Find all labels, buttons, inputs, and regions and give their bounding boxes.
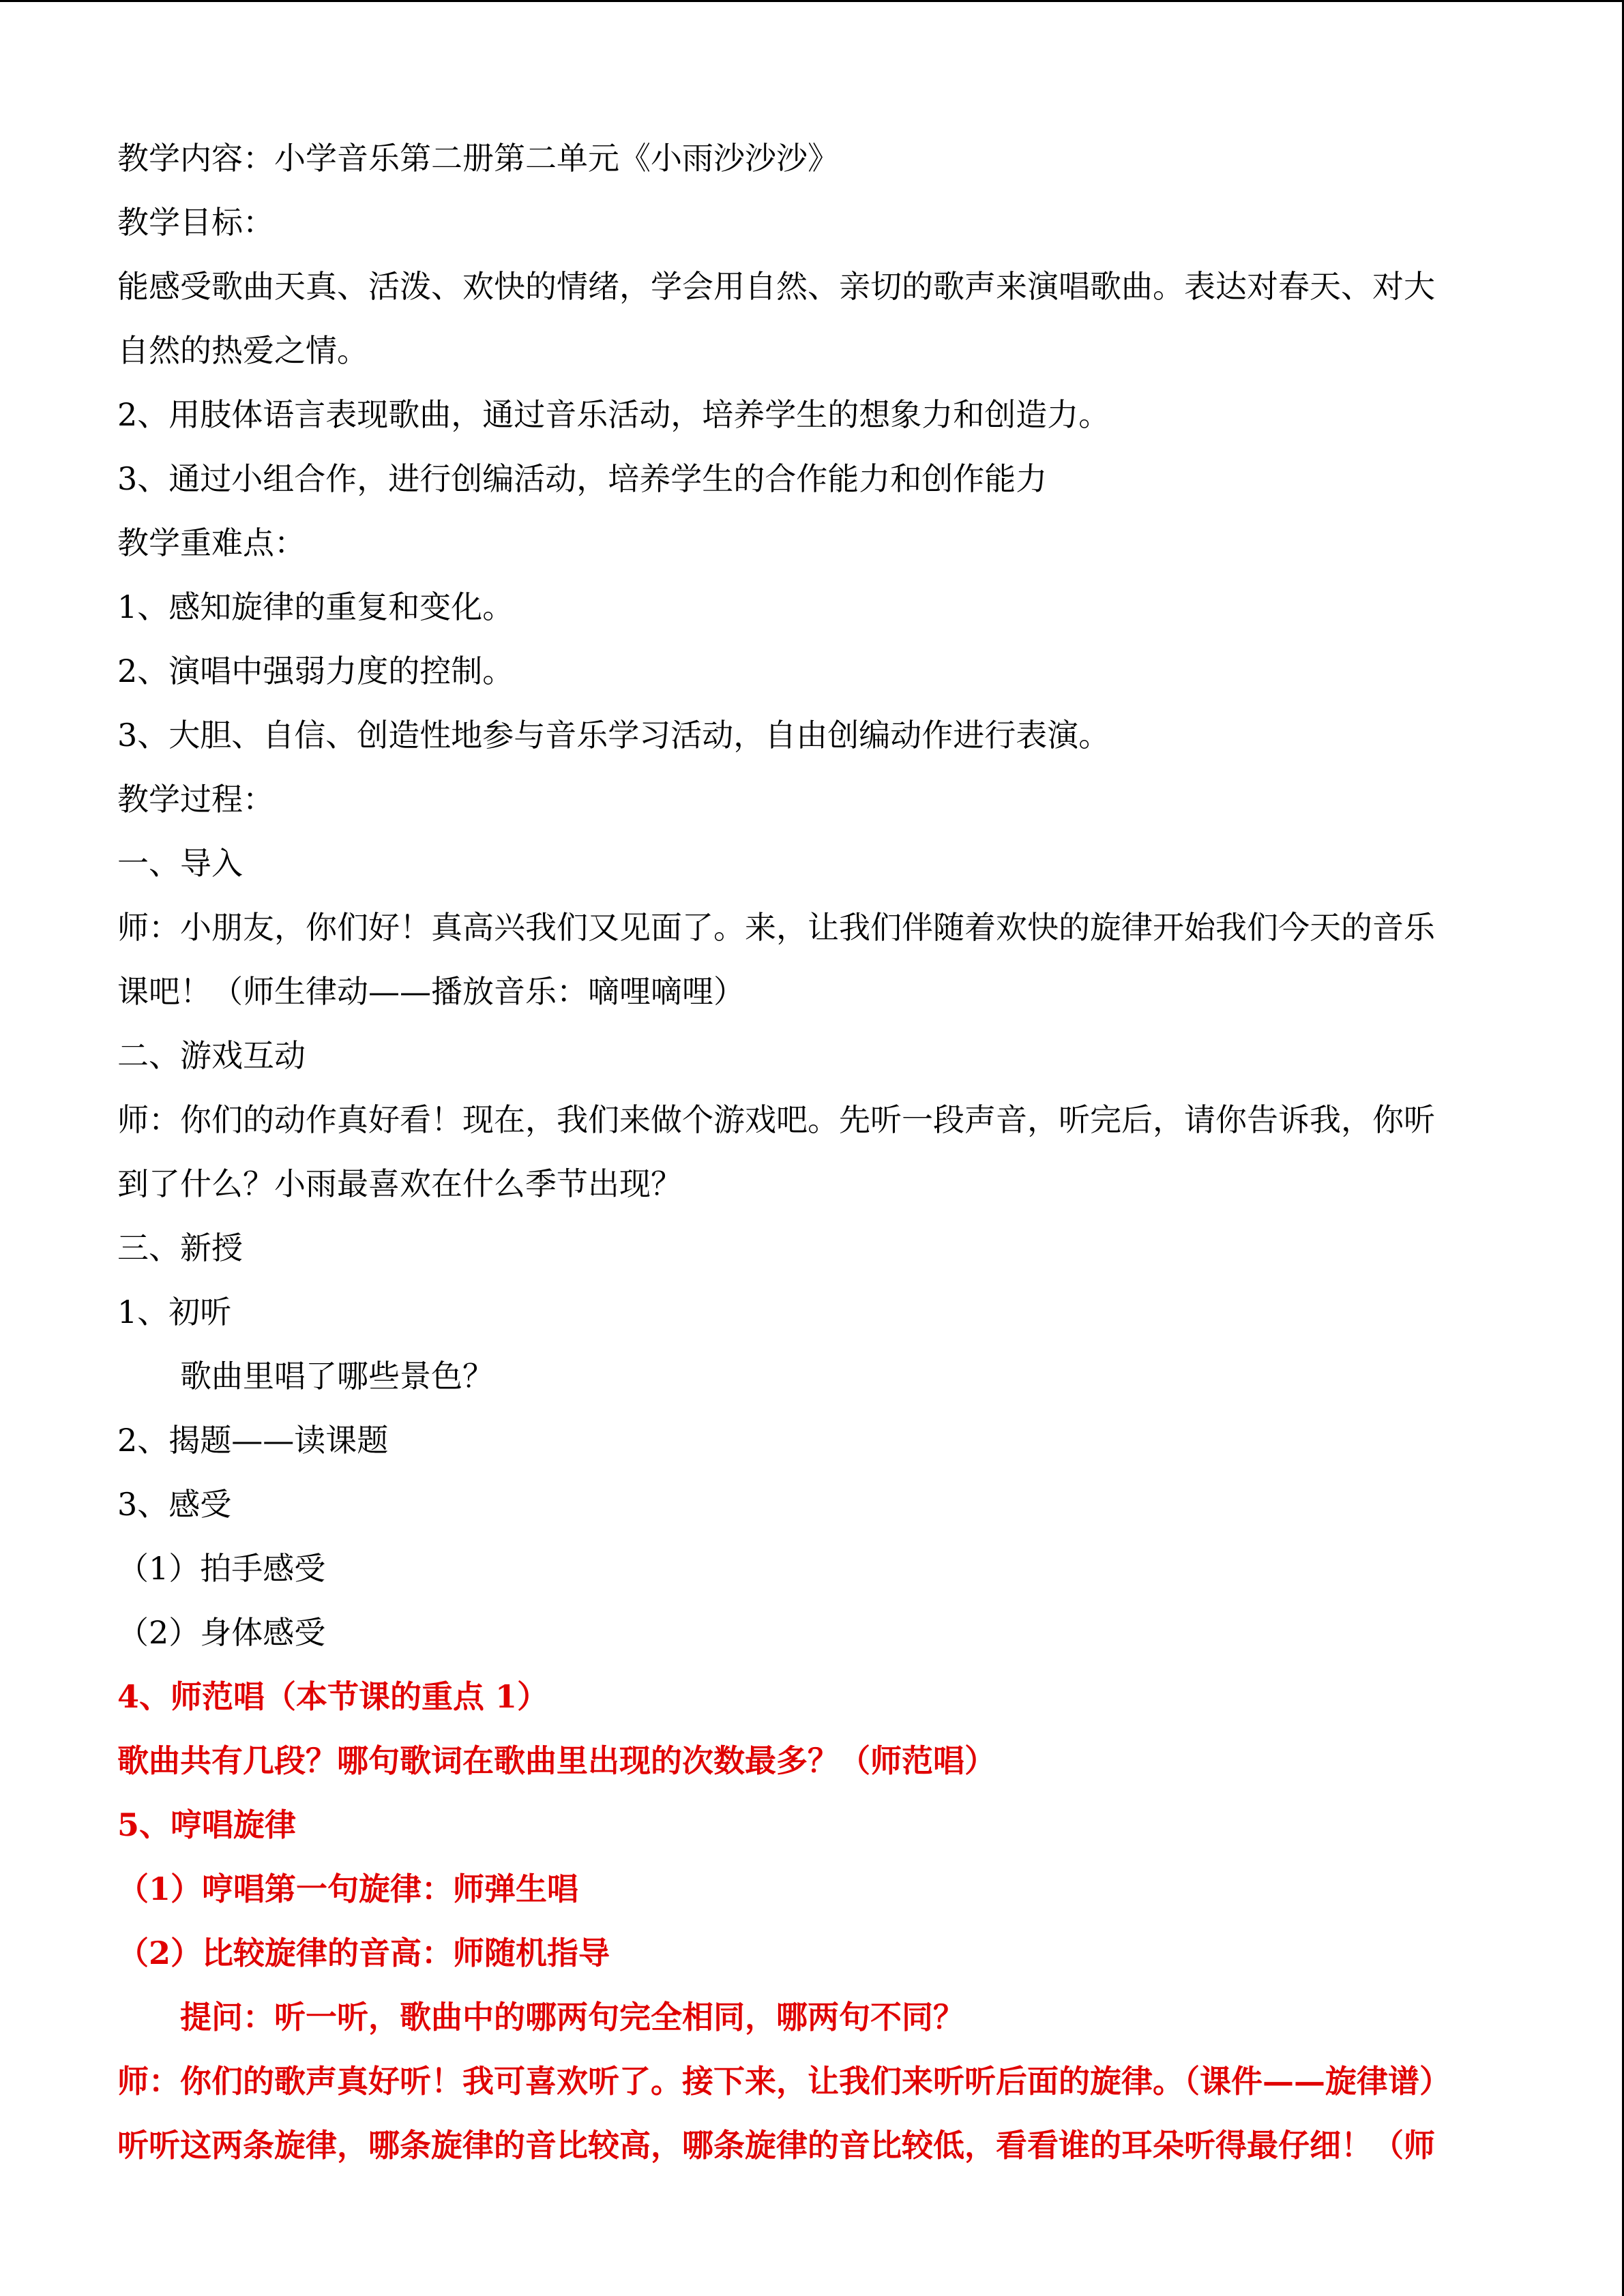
key-points-heading: 教学重难点： [117,524,306,561]
teacher-demo-question: 歌曲共有几段？哪句歌词在歌曲里出现的次数最多？（师范唱） [117,1742,996,1779]
process-heading: 教学过程： [117,781,274,818]
game-paragraph-line-a: 师：你们的动作真好看！现在，我们来做个游戏吧。先听一段声音，听完后，请你告诉我，你听 [117,1101,1435,1138]
feel-clap: （1）拍手感受 [117,1550,326,1587]
key-point-3: 3、大胆、自信、创造性地参与音乐学习活动，自由创编动作进行表演。 [117,717,1110,754]
step-reveal-title: 2、揭题——读课题 [117,1422,389,1459]
objective-1-line-b: 自然的热爱之情。 [117,332,368,369]
teacher-melody-line-b: 听听这两条旋律，哪条旋律的音比较高，哪条旋律的音比较低，看看谁的耳朵听得最仔细！（师 [117,2127,1435,2164]
intro-paragraph-line-b: 课吧！（师生律动——播放音乐：嘀哩嘀哩） [117,973,745,1010]
lesson-content-line: 教学内容：小学音乐第二册第二单元《小雨沙沙沙》 [117,140,839,177]
section-intro-heading: 一、导入 [117,845,243,882]
lesson-plan-body [117,126,1495,2177]
compare-pitch: （2）比较旋律的音高：师随机指导 [117,1935,610,1971]
step-teacher-demo: 4、师范唱（本节课的重点 1） [117,1678,549,1715]
objective-1-line-a: 能感受歌曲天真、活泼、欢快的情绪，学会用自然、亲切的歌声来演唱歌曲。表达对春天、对大 [117,268,1435,305]
hum-first-line: （1）哼唱第一句旋律：师弹生唱 [117,1870,579,1907]
step-first-listen: 1、初听 [117,1294,232,1330]
section-game-heading: 二、游戏互动 [117,1037,306,1074]
step-feel: 3、感受 [117,1486,232,1523]
compare-question: 提问：听一听，歌曲中的哪两句完全相同，哪两句不同？ [180,1999,964,2036]
objectives-heading: 教学目标： [117,204,274,241]
key-point-2: 2、演唱中强弱力度的控制。 [117,653,514,689]
step-hum-melody: 5、哼唱旋律 [117,1806,297,1843]
feel-body: （2）身体感受 [117,1614,326,1651]
objective-2: 2、用肢体语言表现歌曲，通过音乐活动，培养学生的想象力和创造力。 [117,396,1110,433]
objective-3: 3、通过小组合作，进行创编活动，培养学生的合作能力和创作能力 [117,460,1048,497]
teacher-melody-line-a: 师：你们的歌声真好听！我可喜欢听了。接下来，让我们来听听后面的旋律。（课件——旋律谱） [117,2063,1451,2100]
first-listen-question: 歌曲里唱了哪些景色？ [180,1358,494,1395]
game-paragraph-line-b: 到了什么？小雨最喜欢在什么季节出现？ [117,1165,682,1202]
key-point-1: 1、感知旋律的重复和变化。 [117,588,514,625]
intro-paragraph-line-a: 师：小朋友，你们好！真高兴我们又见面了。来，让我们伴随着欢快的旋律开始我们今天的音乐 [117,909,1435,946]
section-new-lesson-heading: 三、新授 [117,1229,243,1266]
